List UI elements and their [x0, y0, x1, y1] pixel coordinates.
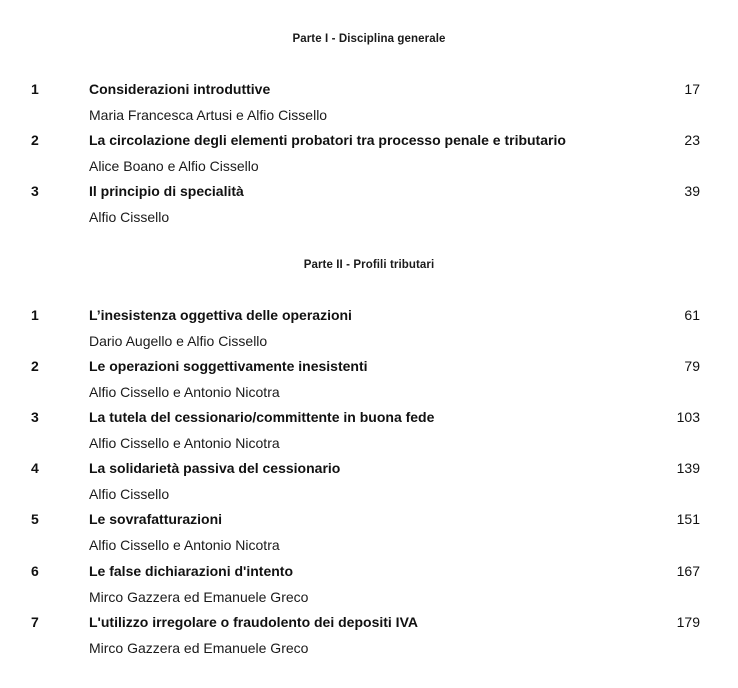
toc-entry-part1-1 — [0, 80, 738, 131]
chapter-authors: Mirco Gazzera ed Emanuele Greco — [89, 589, 309, 605]
page-number: 61 — [684, 307, 700, 323]
page-number: 17 — [684, 81, 700, 97]
page-number: 167 — [676, 563, 700, 579]
chapter-authors: Alfio Cissello e Antonio Nicotra — [89, 537, 280, 553]
chapter-number: 6 — [31, 563, 39, 579]
chapter-authors: Alfio Cissello — [89, 209, 170, 225]
chapter-number: 1 — [31, 307, 39, 323]
chapter-number: 2 — [31, 132, 39, 148]
chapter-number: 4 — [31, 460, 39, 476]
page-number: 23 — [684, 132, 700, 148]
part-1-title: Parte I - Disciplina generale — [292, 33, 446, 45]
chapter-title: L'utilizzo irregolare o fraudolento dei depositi IVA — [89, 614, 418, 630]
toc-entry-part2-1 — [0, 306, 738, 357]
chapter-number: 3 — [31, 183, 39, 199]
chapter-number: 7 — [31, 614, 39, 630]
page-number: 179 — [676, 614, 700, 630]
chapter-title: Il principio di specialità — [89, 183, 244, 199]
page-number: 79 — [684, 358, 700, 374]
chapter-authors: Dario Augello e Alfio Cissello — [89, 333, 268, 349]
chapter-title: Le operazioni soggettivamente inesistenti — [89, 358, 368, 374]
toc-entry-part2-2 — [0, 357, 738, 408]
chapter-authors: Mirco Gazzera ed Emanuele Greco — [89, 640, 309, 656]
chapter-title: Considerazioni introduttive — [89, 81, 271, 97]
chapter-title: L’inesistenza oggettiva delle operazioni — [89, 307, 352, 323]
toc-entry-part2-4 — [0, 459, 738, 510]
page-number: 103 — [676, 409, 700, 425]
chapter-title: La solidarietà passiva del cessionario — [89, 460, 341, 476]
chapter-authors: Alfio Cissello — [89, 486, 170, 502]
chapter-authors: Alice Boano e Alfio Cissello — [89, 158, 259, 174]
chapter-number: 5 — [31, 511, 39, 527]
chapter-number: 2 — [31, 358, 39, 374]
toc-entry-part2-6 — [0, 562, 738, 613]
page-number: 139 — [676, 460, 700, 476]
page-number: 39 — [684, 183, 700, 199]
chapter-title: La tutela del cessionario/committente in buona fede — [89, 409, 435, 425]
toc-entry-part2-3 — [0, 408, 738, 459]
page-number: 151 — [676, 511, 700, 527]
chapter-title: Le false dichiarazioni d'intento — [89, 563, 294, 579]
chapter-title: Le sovrafatturazioni — [89, 511, 223, 527]
chapter-authors: Alfio Cissello e Antonio Nicotra — [89, 384, 280, 400]
chapter-number: 1 — [31, 81, 39, 97]
chapter-authors: Alfio Cissello e Antonio Nicotra — [89, 435, 280, 451]
toc-entry-part1-3 — [0, 182, 738, 233]
part-2-title: Parte II - Profili tributari — [303, 259, 435, 271]
toc-entry-part1-2 — [0, 131, 738, 182]
chapter-title: La circolazione degli elementi probatori tra processo penale e tributario — [89, 132, 566, 148]
toc-entry-part2-7 — [0, 613, 738, 664]
chapter-number: 3 — [31, 409, 39, 425]
chapter-authors: Maria Francesca Artusi e Alfio Cissello — [89, 107, 328, 123]
toc-entry-part2-5 — [0, 510, 738, 561]
